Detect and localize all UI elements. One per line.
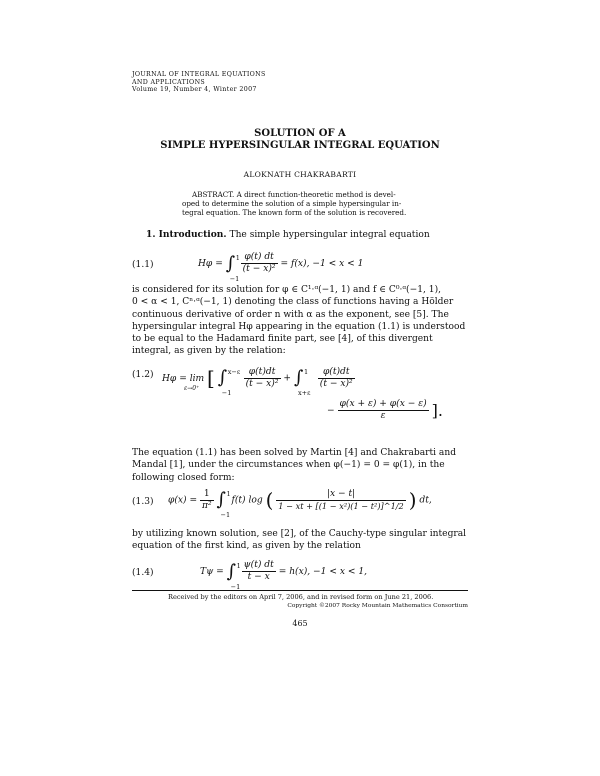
denominator: (t − x)² — [242, 264, 276, 274]
equation-body — [168, 488, 432, 519]
equation-rhs: = h(x), −1 < x < 1, — [278, 567, 368, 577]
numerator: φ(t) dt — [241, 252, 278, 264]
equation-1-3 — [132, 488, 468, 520]
equation-label: (1.4) — [132, 568, 154, 578]
text-line: The equation (1.1) has been solved by Martin [4] and Chakrabarti and — [132, 448, 457, 458]
denominator: 1 − xt + [(1 − x²)(1 − t²)]^1/2 — [278, 500, 404, 511]
text-line: integral, as given by the relation: — [132, 346, 286, 357]
equation-lhs: Hφ = lim — [162, 373, 205, 384]
numerator: φ(x + ε) + φ(x − ε) — [339, 399, 427, 409]
fraction — [242, 560, 276, 583]
journal-name-line1: JOURNAL OF INTEGRAL EQUATIONS — [132, 71, 266, 78]
upper-limit: 1 — [226, 490, 231, 498]
denominator: (t − x)² — [319, 378, 353, 389]
text-line: is considered for its solution for φ ∈ C¹·ᵅ(−1, 1) and f ∈ C⁰·ᵅ(−1, 1), — [132, 285, 442, 295]
lower-limit: x+ε — [297, 389, 311, 397]
section-intro-text: The simple hypersingular integral equation — [229, 230, 430, 240]
equation-body-line1 — [162, 366, 355, 397]
lower-limit: −1 — [220, 511, 231, 519]
numerator: φ(t)dt — [318, 367, 355, 379]
integral-sign: ∫ 1 −1 — [226, 255, 238, 273]
minus-sign: − — [327, 406, 335, 416]
upper-limit: 1 — [236, 561, 241, 570]
upper-limit: 1 — [235, 253, 240, 262]
equation-1-2 — [132, 366, 468, 432]
paper-title-line2: SIMPLE HYPERSINGULAR INTEGRAL EQUATION — [160, 140, 440, 151]
limit-expression — [162, 373, 205, 392]
text-line: following closed form: — [132, 472, 235, 483]
lower-limit: −1 — [229, 274, 240, 283]
equation-label: (1.2) — [132, 370, 154, 380]
plus-sign: + — [283, 373, 292, 384]
journal-volume: Volume 19, Number 4, Winter 2007 — [132, 86, 257, 94]
equation-tail: dt, — [419, 495, 432, 506]
fraction — [241, 252, 278, 275]
text-line: by utilizing known solution, see [2], of the Cauchy-type singular integral — [132, 529, 467, 539]
author-name: ALOKNATH CHAKRABARTI — [243, 170, 357, 179]
equation-lhs: φ(x) = — [168, 495, 198, 506]
equation-lhs: Tψ = — [200, 567, 224, 577]
denominator: t − x — [247, 572, 270, 582]
numerator: ψ(t) dt — [243, 560, 274, 570]
section-intro — [132, 229, 468, 241]
coefficient-fraction — [200, 489, 214, 512]
footnote-rule — [132, 590, 468, 591]
text-line: 0 < α < 1, Cⁿ·ᵅ(−1, 1) denoting the class of functions having a Hölder — [132, 297, 454, 308]
denominator: π² — [202, 500, 212, 511]
equation-body — [198, 252, 364, 283]
fraction — [276, 489, 405, 512]
fraction — [338, 399, 429, 422]
journal-name-line2: AND APPLICATIONS — [132, 78, 206, 86]
abstract — [182, 190, 469, 217]
equation-body-line2 — [327, 399, 443, 422]
page-number: 465 — [292, 619, 308, 628]
fraction — [244, 367, 281, 390]
lower-limit: −1 — [221, 389, 232, 397]
paragraph-3 — [132, 528, 468, 553]
integrand: f(t) log — [231, 495, 263, 506]
equation-1-1 — [132, 252, 468, 282]
journal-header — [132, 71, 266, 94]
received-dates: Received by the editors on April 7, 2006, and in revised form on June 21, 2006. — [168, 593, 434, 601]
upper-limit: x−ε — [227, 368, 241, 376]
integral-sign: ∫ 1 −1 — [227, 563, 239, 581]
integral-sign: ∫ x−ε −1 — [218, 369, 230, 387]
text-line: Mandal [1], under the circumstances when φ(−1) = 0 = φ(1), in the — [132, 460, 445, 471]
left-bracket: [ — [207, 366, 215, 390]
paper-title-line1: SOLUTION OF A — [254, 128, 346, 139]
numerator: |x − t| — [276, 489, 405, 501]
text-line: continuous derivative of order n with α as the exponent, see [5]. The — [132, 309, 449, 320]
paragraph-1 — [132, 284, 468, 358]
equation-label: (1.3) — [132, 497, 154, 507]
limit-subscript: ε→0⁺ — [184, 384, 200, 392]
right-bracket: ]. — [431, 401, 443, 420]
integral-sign: ∫ 1 x+ε — [294, 369, 306, 387]
lower-limit: −1 — [230, 582, 241, 591]
numerator: 1 — [200, 489, 214, 501]
text-line: equation of the first kind, as given by the relation — [132, 541, 361, 552]
equation-rhs: = f(x), −1 < x < 1 — [280, 259, 364, 269]
text-line: to be equal to the Hadamard finite part, see [4], of this divergent — [132, 334, 433, 345]
denominator: ε — [380, 411, 386, 421]
equation-1-4 — [132, 560, 468, 590]
equation-lhs: Hφ = — [198, 259, 223, 269]
abstract-line: ABSTRACT. A direct function-theoretic method is devel- — [192, 190, 396, 199]
paragraph-2 — [132, 447, 468, 484]
abstract-line: oped to determine the solution of a simple hypersingular in- — [182, 199, 402, 208]
fraction — [318, 367, 355, 390]
equation-body — [200, 560, 368, 591]
abstract-line: tegral equation. The known form of the solution is recovered. — [182, 208, 407, 217]
equation-label: (1.1) — [132, 260, 154, 270]
section-heading: 1. Introduction. — [146, 229, 227, 240]
copyright-notice: Copyright ©2007 Rocky Mountain Mathematics Consortium — [287, 603, 468, 609]
text-line: hypersingular integral Hφ appearing in the equation (1.1) is understood — [132, 321, 466, 332]
numerator: φ(t)dt — [244, 367, 281, 379]
right-paren: ) — [408, 488, 417, 512]
upper-limit: 1 — [303, 368, 309, 376]
integral-sign: ∫ 1 −1 — [217, 491, 229, 509]
denominator: (t − x)² — [245, 378, 279, 389]
left-paren: ( — [265, 488, 274, 512]
